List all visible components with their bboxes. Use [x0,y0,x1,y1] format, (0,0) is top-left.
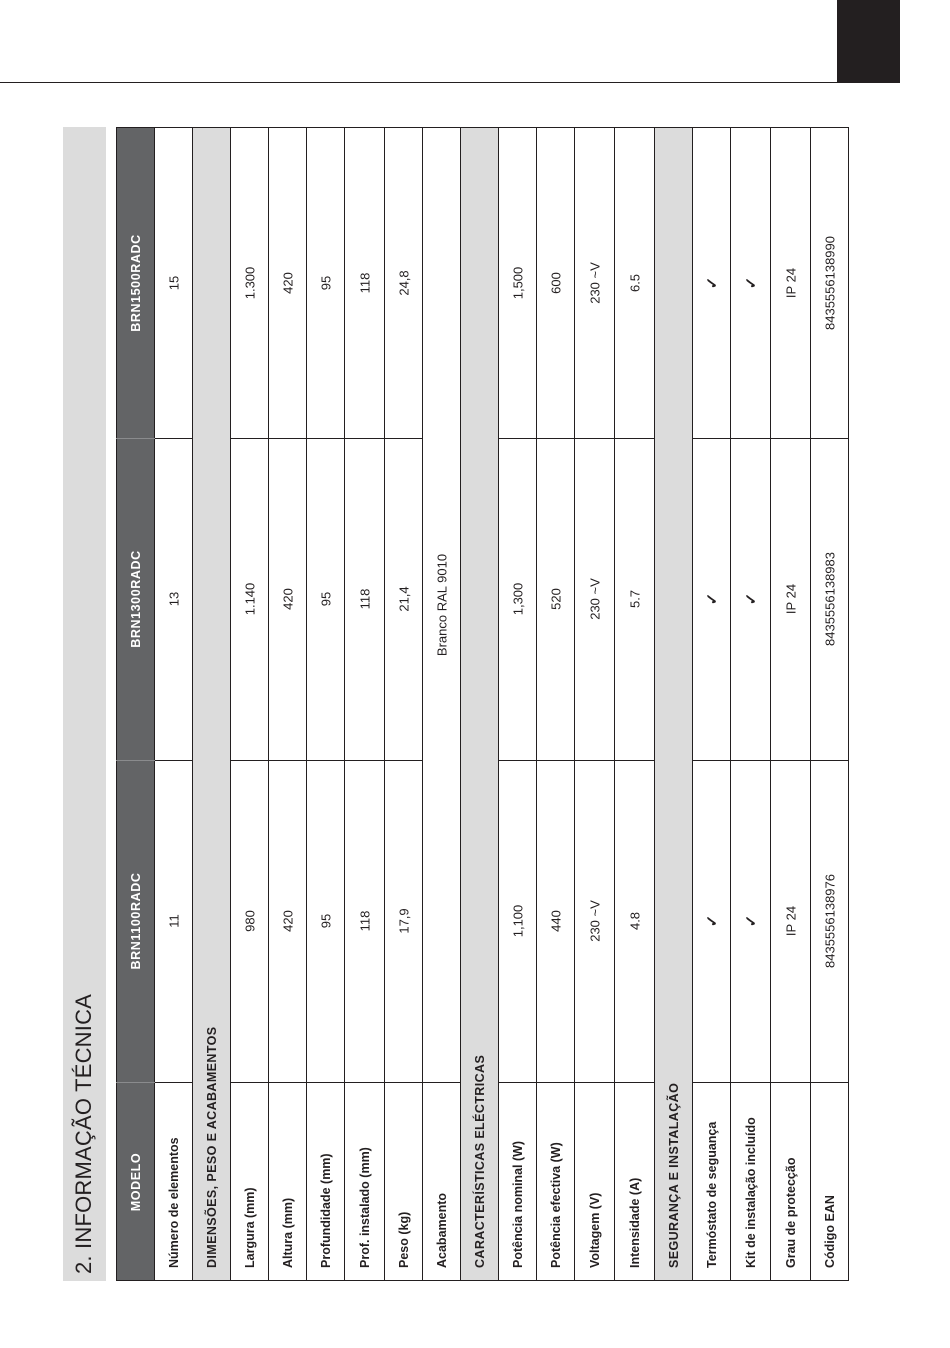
cell-value: 4.8 [627,911,643,931]
cell-value: 95 [318,913,334,929]
check-icon: ✓ [743,914,760,928]
cell-value: 440 [548,910,564,932]
page-corner-tab [837,0,900,82]
row-divider [422,127,423,1281]
row-divider [692,127,693,1281]
cell-value: 13 [166,591,182,607]
cell-value: 980 [242,910,258,932]
cell-split [155,438,193,439]
row-divider [384,127,385,1281]
check-icon: ✓ [704,592,721,606]
row-label: Grau de protecção [784,1157,798,1268]
row-label: Potência efectiva (W) [549,1142,563,1268]
cell-split [615,1082,655,1083]
row-divider [306,127,307,1281]
table-header-model-brn1300radc: BRN1300RADC [128,550,143,648]
header-rule [0,82,900,83]
row-divider [770,127,771,1281]
cell-split [155,760,193,761]
header-split [116,760,155,761]
cell-value: 420 [280,910,296,932]
page-title: 2. INFORMAÇÃO TÉCNICA [71,993,96,1274]
cell-split [615,438,655,439]
cell-split [499,438,537,439]
row-divider [810,127,811,1281]
cell-split [307,438,345,439]
cell-split [231,760,269,761]
cell-value: 118 [357,272,373,293]
section-title: SEGURANÇA E INSTALAÇÃO [667,1082,681,1268]
row-divider [154,127,155,1281]
cell-split [385,1082,423,1083]
cell-split [811,760,849,761]
cell-split [345,1082,385,1083]
row-label: Peso (kg) [397,1211,411,1268]
cell-split [231,1082,269,1083]
cell-value: 230 ~V [587,578,603,620]
section-title: DIMENSÕES, PESO E ACABAMENTOS [205,1026,219,1268]
cell-split [269,438,307,439]
header-split [116,1082,155,1083]
row-divider [574,127,575,1281]
row-label: Termóstato de seguança [705,1121,719,1268]
cell-split [269,760,307,761]
cell-split [269,1082,307,1083]
cell-value: 95 [318,275,334,290]
cell-value: 600 [548,271,564,294]
cell-value: 420 [280,588,296,610]
cell-value: 8435556138983 [822,552,838,646]
row-label: Kit de instalação incluído [744,1117,758,1268]
cell-value: 1.140 [242,582,258,616]
cell-split [499,1082,537,1083]
row-divider [230,127,231,1281]
cell-split [693,1082,731,1083]
cell-split [385,438,423,439]
cell-split [155,1082,193,1083]
cell-split [231,438,269,439]
check-icon: ✓ [743,276,760,289]
row-label: Código EAN [823,1195,837,1268]
row-label: Intensidade (A) [628,1177,642,1268]
cell-value: 24,8 [396,269,412,296]
table-header-model-brn1500radc: BRN1500RADC [128,233,143,332]
cell-split [615,760,655,761]
cell-split [575,438,615,439]
cell-split [575,760,615,761]
cell-split [537,760,575,761]
row-divider [498,127,499,1281]
cell-split [307,760,345,761]
row-label: Prof. instalado (mm) [358,1147,372,1268]
row-label: Acabamento [435,1192,449,1268]
cell-value: 95 [318,591,334,607]
cell-value: 15 [166,275,182,290]
row-label: Largura (mm) [243,1187,257,1268]
cell-value: 118 [357,588,373,610]
cell-value: IP 24 [783,905,799,937]
cell-value: 118 [357,910,373,932]
cell-split [811,1082,849,1083]
section-title: CARACTERÍSTICAS ELÉCTRICAS [473,1054,487,1268]
cell-value: 11 [166,914,182,928]
row-divider [614,127,615,1281]
cell-value: 1,300 [510,582,526,616]
cell-value: IP 24 [783,267,799,298]
cell-split [499,760,537,761]
cell-value: 21,4 [396,586,412,612]
cell-value: 8435556138976 [822,874,838,968]
check-icon: ✓ [704,914,721,928]
cell-value: 1.300 [242,266,258,299]
check-icon: ✓ [704,276,721,289]
cell-value: 8435556138990 [822,235,838,330]
cell-split [771,1082,811,1083]
cell-split [345,438,385,439]
cell-value: 6.5 [627,273,643,292]
cell-split [731,438,771,439]
row-label: Voltagem (V) [588,1192,602,1268]
row-label: Profundidade (mm) [319,1153,333,1268]
cell-split [345,760,385,761]
cell-value: 17,9 [396,908,412,934]
spec-table [116,127,849,1281]
cell-split [537,438,575,439]
table-header-model-brn1100radc: BRN1100RADC [128,872,143,970]
row-label: Altura (mm) [281,1197,295,1268]
cell-split [771,760,811,761]
row-divider [730,127,731,1281]
cell-value: 1,500 [510,266,526,299]
row-divider [344,127,345,1281]
cell-split [423,1082,461,1083]
cell-split [385,760,423,761]
row-divider [654,127,655,1281]
row-label: Potência nominal (W) [511,1140,525,1268]
cell-value: 1,100 [510,904,526,938]
check-icon: ✓ [743,592,760,606]
cell-split [575,1082,615,1083]
cell-split [307,1082,345,1083]
cell-value: 230 ~V [587,261,603,304]
cell-split [693,438,731,439]
cell-value: 420 [280,271,296,294]
row-divider [536,127,537,1281]
cell-split [811,438,849,439]
cell-split [731,760,771,761]
table-header-modelo: MODELO [128,1152,143,1211]
row-divider [460,127,461,1281]
merged-value: Branco RAL 9010 [434,553,450,656]
cell-split [771,438,811,439]
header-split [116,438,155,439]
cell-value: 520 [548,588,564,610]
cell-value: 230 ~V [587,900,603,942]
cell-split [731,1082,771,1083]
cell-value: IP 24 [783,583,799,615]
cell-split [693,760,731,761]
row-label: Número de elementos [167,1137,181,1268]
row-divider [268,127,269,1281]
cell-value: 5.7 [627,589,643,609]
cell-split [537,1082,575,1083]
row-divider [192,127,193,1281]
